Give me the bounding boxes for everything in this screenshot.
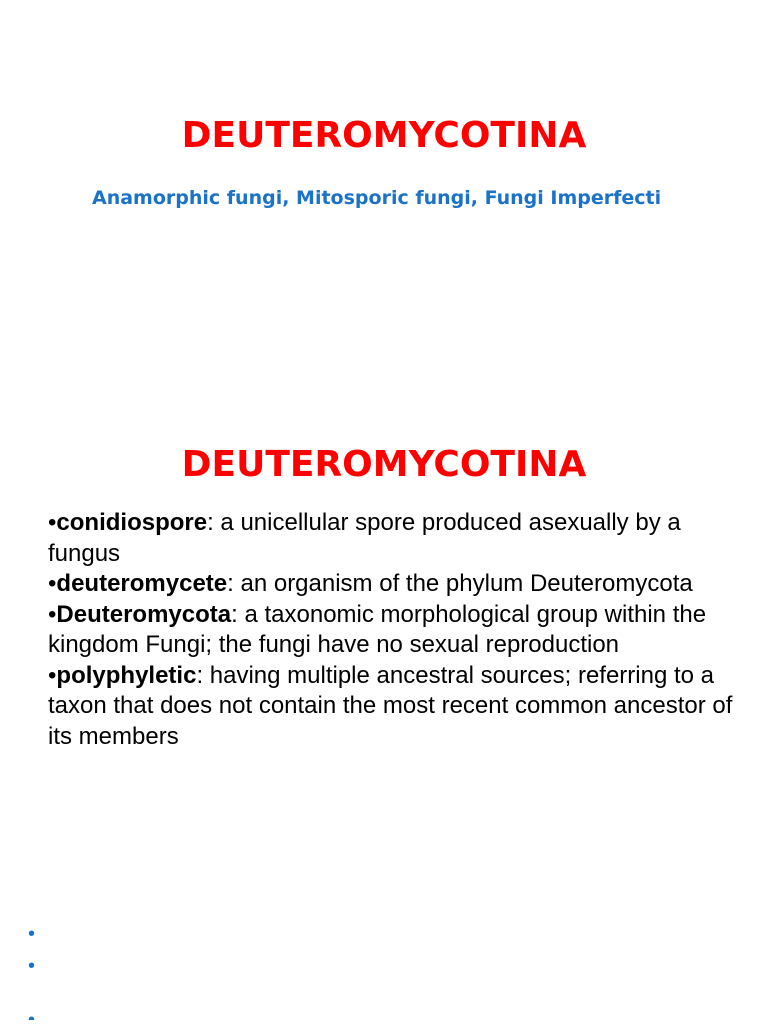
slide-1-title: DEUTEROMYCOTINA — [181, 115, 587, 156]
list-item-polyphyletic — [48, 661, 758, 753]
bullet-glyph: • — [48, 661, 57, 689]
slide-1 — [0, 0, 768, 384]
slide-1-subtitle: Anamorphic fungi, Mitosporic fungi, Fungi Imperfecti — [92, 187, 662, 209]
definition-deuteromycete: : an organism of the phylum Deuteromycota — [227, 570, 693, 597]
term-deuteromycota: Deuteromycota — [56, 600, 232, 628]
list-item-conidiospore — [48, 508, 758, 569]
empty-bullet-dot — [28, 962, 36, 970]
empty-bullet-dot — [28, 930, 36, 938]
bullet-glyph: • — [48, 600, 57, 628]
definition-conidiospore: : a unicellular spore produced asexually by a fungus — [48, 509, 681, 567]
term-polyphyletic: polyphyletic — [56, 661, 197, 689]
empty-bullet-dot — [28, 1016, 36, 1020]
bullet-glyph: • — [48, 570, 57, 597]
term-conidiospore: conidiospore — [56, 509, 208, 536]
definition-polyphyletic: : having multiple ancestral sources; referring to a taxon that does not contain the most recent common ancestor of its members — [48, 661, 733, 750]
bullet-glyph: • — [48, 509, 57, 536]
definition-deuteromycota: : a taxonomic morphological group within the kingdom Fungi; the fungi have no sexual reproduction — [48, 600, 707, 658]
term-definition-list — [48, 508, 758, 752]
slide-2-title: DEUTEROMYCOTINA — [181, 444, 587, 485]
term-deuteromycete: deuteromycete — [56, 570, 228, 597]
slide-2 — [0, 384, 768, 1024]
list-item-deuteromycota — [48, 600, 758, 661]
list-item-deuteromycete — [48, 569, 758, 600]
